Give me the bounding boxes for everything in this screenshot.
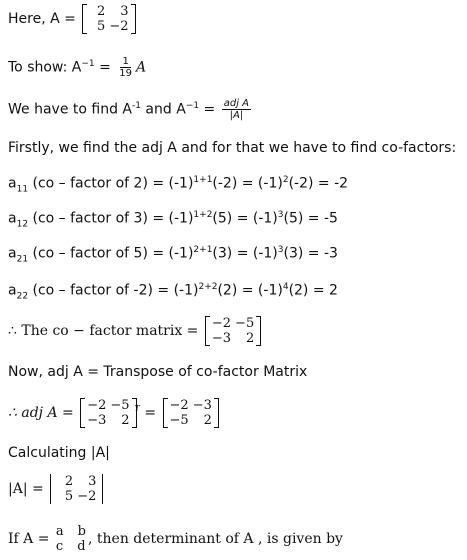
a22-text: (co – factor of -2) = (-1) [28,282,199,299]
fraction-numerator: adj A [223,98,250,109]
adj-line [8,398,219,428]
cofactor-cell: −2 [211,316,232,331]
abcd-cell: c [55,539,64,554]
matrix-a-cell: 2 [97,4,106,19]
adj-cell: 2 [121,413,130,428]
cofactor-line [8,316,261,346]
a12-sup: 3 [277,210,284,220]
det-label: |A| = [8,481,44,497]
adj-label: ∴ adj A = [8,405,74,421]
to-show-line [8,56,146,79]
cofactor-cell: −3 [211,331,232,346]
to-show-label: To show: A [8,59,82,76]
adj-cell: −3 [87,413,107,428]
det-cell: −2 [77,489,97,504]
transpose-mark: T [134,404,140,414]
adj-matrix-1 [80,398,136,428]
cofactor-label: ∴ The co − factor matrix = [8,323,199,339]
find-line [8,98,253,121]
a22-subscript: 22 [16,291,29,302]
a12-text: (5) = -5 [283,210,338,227]
if-a-line [8,524,343,554]
a22-line: $a_{22}$ (co – factor of $-2) = (-1)^{2+2}(2) = (-1)^4(2) = 2$ [8,282,338,302]
a11-subscript: 11 [16,184,29,195]
a11-text: (-2) = (-1) [212,175,283,192]
find-and: and A [140,101,186,118]
if-a-label: If A = [8,531,50,547]
a22-text: (2) = 2 [288,282,338,299]
a21-text: (3) = -3 [283,245,338,262]
a11-text: (-2) = -2 [288,175,349,192]
a12-text: (5) = (-1) [212,210,278,227]
det-cell: 2 [64,474,74,489]
cofactor-cell: 2 [245,331,255,346]
a21-text: (3) = (-1) [212,245,278,262]
abcd-cell: d [77,539,86,554]
fraction-numerator: 1 [122,56,129,67]
a22-sup: 4 [282,282,289,292]
det-line [8,474,103,504]
if-a-suffix: , then determinant of A , is given by [88,531,343,547]
a11-sup: 2 [282,175,289,185]
find-label: We have to find A [8,101,132,118]
det-cell: 3 [88,474,97,489]
to-show-equals: = [94,59,116,76]
adj-cell: 2 [203,413,212,428]
det-cell: 5 [64,489,74,504]
fraction-denominator: 19 [119,68,133,79]
firstly-line: Firstly, we find the adj A and for that we have to find co-factors: [8,140,457,156]
a22-sup: 2+2 [198,282,218,292]
here-label: Here, A = [8,11,76,27]
abcd-grid [56,524,86,554]
find-exponent: -1 [132,100,141,111]
a21-line: $a_{21}$ (co – factor of $5) = (-1)^{2+1}(3) = (-1)^3(3) = -3$ [8,245,338,265]
adj-cell: −2 [87,398,107,413]
find-exponent-2: −1 [185,100,200,111]
matrix-a-cell: 3 [120,4,129,19]
adj-cell: −2 [169,398,189,413]
det-matrix [50,474,103,504]
a21-sup: 2+1 [193,245,213,255]
adj-cell: −5 [110,398,130,413]
one-over-nineteen-fraction [117,56,134,79]
adj-cell: −5 [169,413,189,428]
a21-subscript: 21 [16,254,29,265]
to-show-exponent: −1 [81,58,95,69]
matrix-a-cell: 5 [97,19,106,34]
adj-equals: = [139,405,161,421]
adj-cell: −3 [192,398,212,413]
a21-sup: 3 [277,245,284,255]
matrix-a-cell: −2 [109,19,129,34]
abcd-cell: b [77,524,86,539]
a11-text: (co – factor of 2) = (-1) [28,175,194,192]
cofactor-cell: −5 [235,316,255,331]
fraction-denominator: |A| [229,110,244,121]
now-adj-line: Now, adj A = Transpose of co-factor Matrix [8,364,308,380]
a21-text: (co – factor of 5) = (-1) [28,245,194,262]
here-line [8,4,136,34]
matrix-a [82,4,135,34]
find-equals: = [199,101,220,118]
a11-line: $a_{11}$ (co – factor of $2) = (-1)^{1+1}(-2) = (-1)^2(-2) = -2$ [8,175,349,195]
a11-sup: 1+1 [193,175,213,185]
adj-matrix-2 [163,398,219,428]
a12-text: (co – factor of 3) = (-1) [28,210,194,227]
a12-line: $a_{12}$ (co – factor of $3) = (-1)^{1+2}(5) = (-1)^3(5) = -5$ [8,210,338,230]
a12-sup: 1+2 [193,210,213,220]
to-show-a: A [136,59,147,76]
calc-det-line: Calculating |A| [8,445,110,461]
cofactor-matrix [205,316,261,346]
adj-over-det-fraction [222,98,251,121]
a22-text: (2) = (-1) [217,282,283,299]
abcd-cell: a [55,524,64,539]
a12-subscript: 12 [16,219,29,230]
